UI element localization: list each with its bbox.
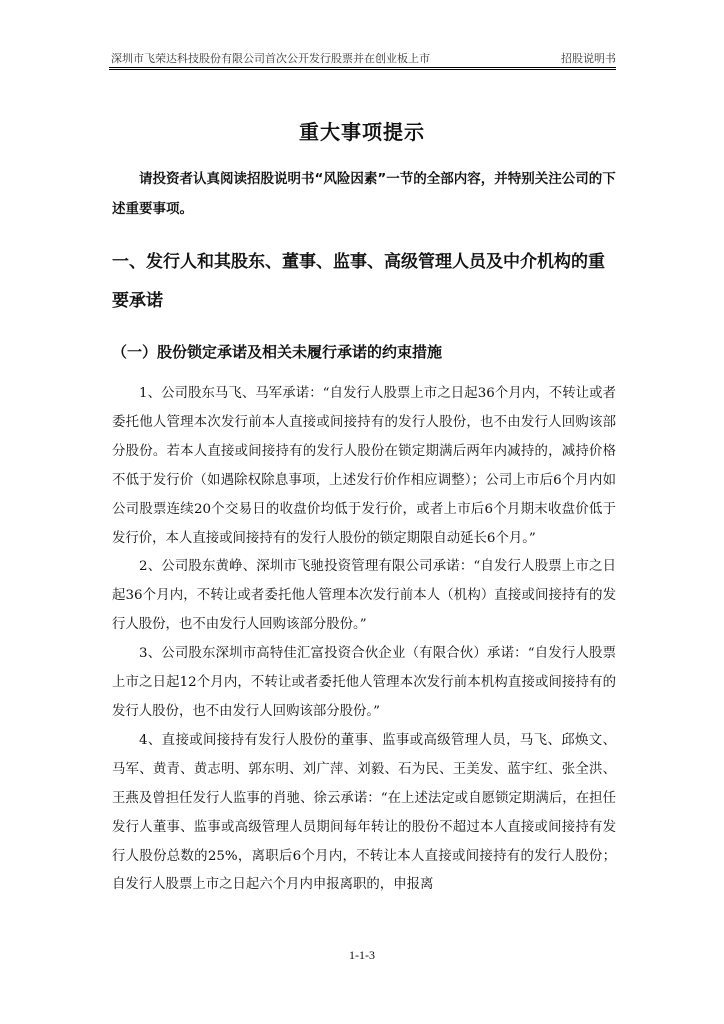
- section-heading: 一、发行人和其股东、董事、监事、高级管理人员及中介机构的重要承诺: [112, 252, 605, 311]
- commitment-paragraph-3: 3、公司股东深圳市高特佳汇富投资合伙企业（有限合伙）承诺：“自发行人股票上市之日起12个月内，不转让或者委托他人管理本次发行前本机构直接或间接持有的发行人股份，也不由发行人回购该部分股份。”: [112, 646, 616, 719]
- header-rule: [109, 67, 616, 70]
- header-document-name: 深圳市飞荣达科技股份有限公司首次公开发行股票并在创业板上市: [111, 52, 430, 65]
- commitment-paragraph-4: 4、直接或间接持有发行人股份的董事、监事或高级管理人员，马飞、邱焕文、马军、黄青、黄志明、郭东明、刘广萍、刘毅、石为民、王美发、蓝宇红、张全洪、王燕及曾担任发行人监事的肖驰、徐云承诺：“在上述法定或自愿锁定期满后，在担任发行人董事、监事或高级管理人员期间每年转让的股份不超过本人直接或间接持有发行人股份总数的25%，离职后6个月内，不转让本人直接或间接持有的发行人股份；自发行人股票上市之日起六个月内申报离职的，申报离: [112, 732, 616, 893]
- page-header: [109, 50, 616, 66]
- intro-paragraph: 请投资者认真阅读招股说明书“风险因素”一节的全部内容，并特别关注公司的下述重要事项。: [112, 171, 616, 217]
- page-title: 重大事项提示: [299, 120, 425, 144]
- commitment-paragraph-2: 2、公司股东黄峥、深圳市飞驰投资管理有限公司承诺：“自发行人股票上市之日起36个月内，不转让或者委托他人管理本次发行前本人（机构）直接或间接持有的发行人股份，也不由发行人回购该部分股份。”: [112, 559, 616, 633]
- commitment-paragraph-1: 1、公司股东马飞、马军承诺：“自发行人股票上市之日起36个月内，不转让或者委托他人管理本次发行前本人直接或间接持有的发行人股份，也不由发行人回购该部分股份。若本人直接或间接持有的发行人股份在锁定期满后两年内减持的，减持价格不低于发行价（如遇除权除息事项，上述发行价作相应调整）；公司上市后6个月内如公司股票连续20个交易日的收盘价均低于发行价，或者上市后6个月期末收盘价低于发行价，本人直接或间接持有的发行人股份的锁定期限自动延长6个月。”: [112, 386, 616, 546]
- subsection-heading: （一）股份锁定承诺及相关未履行承诺的约束措施: [112, 343, 443, 361]
- header-document-type: 招股说明书: [561, 52, 616, 65]
- body-text: [112, 380, 616, 900]
- page-number: 1-1-3: [349, 948, 375, 962]
